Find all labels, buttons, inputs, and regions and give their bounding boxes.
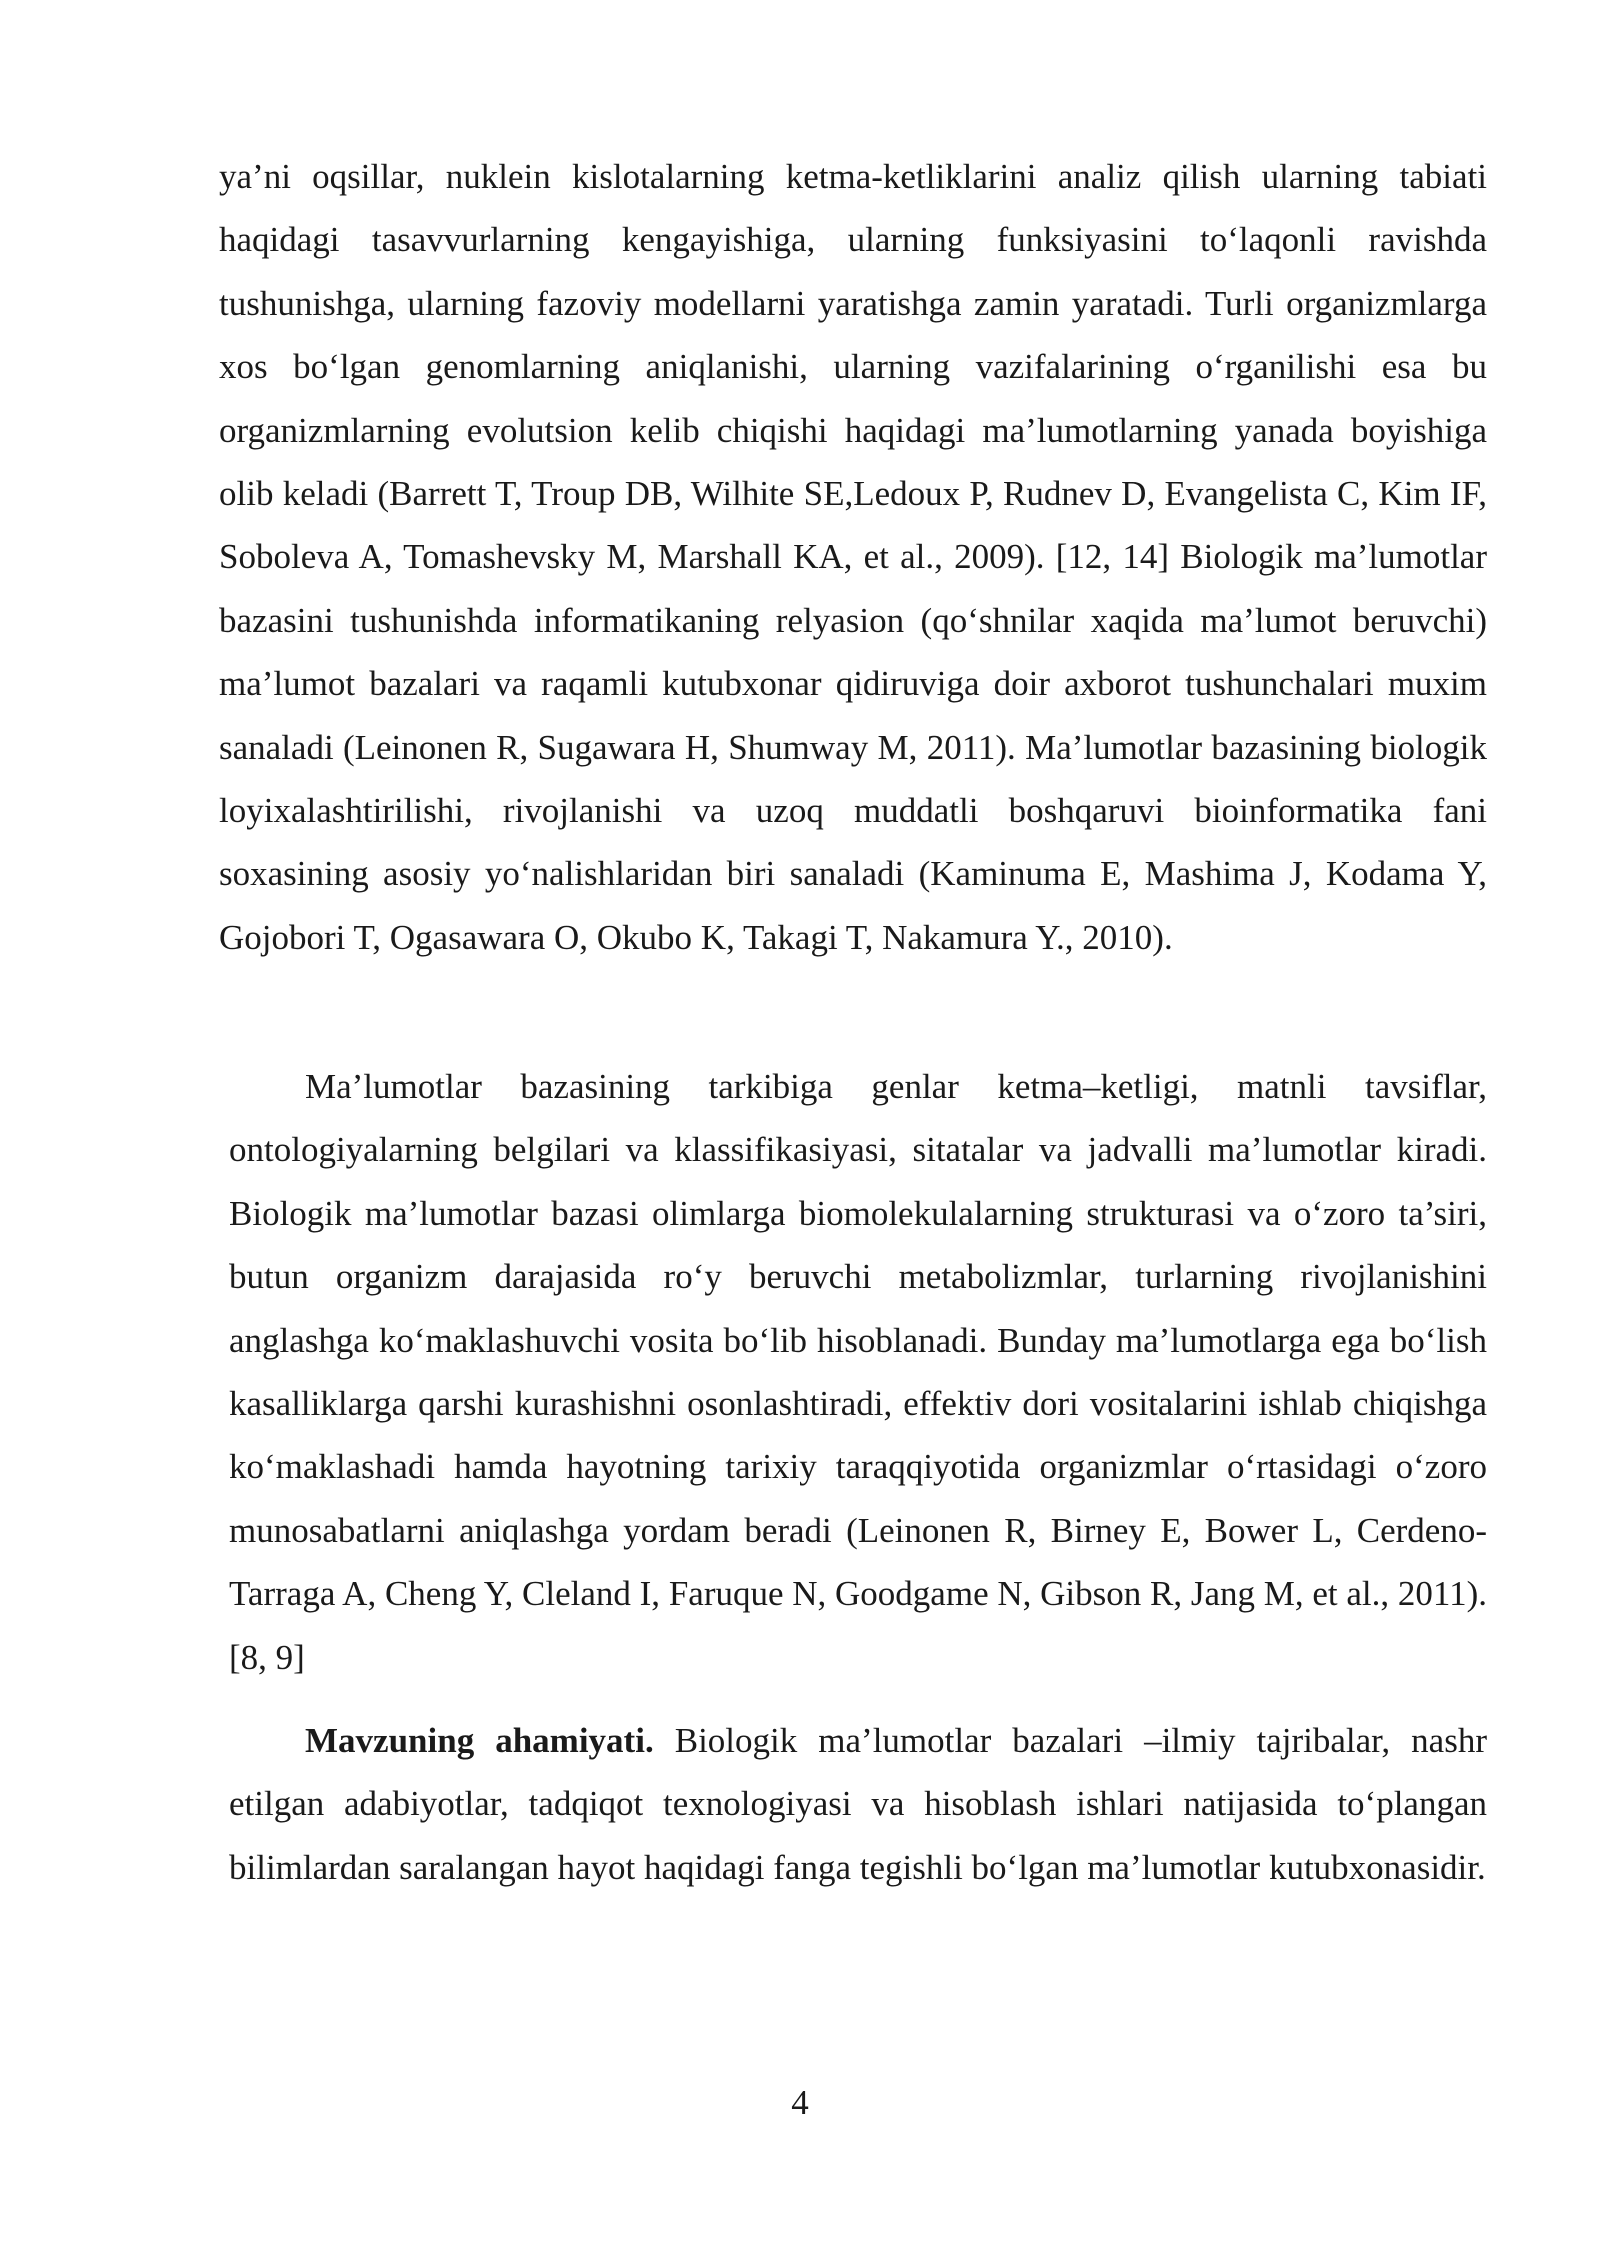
paragraph-3 [229,1709,1487,1899]
section-heading-significance: Mavzuning ahamiyati. [305,1721,654,1760]
paragraph-2: Ma’lumotlar bazasining tarkibiga genlar ketma–ketligi, matnli tavsiflar, ontologiyalarning belgilari va klassifikasiyasi, sitatalar va jadvalli ma’lumotlar kiradi. Biologik ma’lumotlar bazasi olimlarga biomolekulalarning strukturasi va o‘zoro ta’siri, butun organizm darajasida ro‘y beruvchi metabolizmlar, turlarning rivojlanishini anglashga ko‘maklashuvchi vosita bo‘lib hisoblanadi. Bunday ma’lumotlarga ega bo‘lish kasalliklarga qarshi kurashishni osonlashtiradi, effektiv dori vositalarini ishlab chiqishga ko‘maklashadi hamda hayotning tarixiy taraqqiyotida organizmlar o‘rtasidagi o‘zoro munosabatlarni aniqlashga yordam beradi (Leinonen R, Birney E, Bower L, Cerdeno-Tarraga A, Cheng Y, Cleland I, Faruque N, Goodgame N, Gibson R, Jang M, et al., 2011). [8, 9] [229,1067,1487,1677]
paragraph-1: ya’ni oqsillar, nuklein kislotalarning ketma-ketliklarini analiz qilish ularning tabiati haqidagi tasavvurlarning kengayishiga, ularning funksiyasini to‘laqonli ravishda tushunishga, ularning fazoviy modellarni yaratishga zamin yaratadi. Turli organizmlarga xos bo‘lgan genomlarning aniqlanishi, ularning vazifalarining o‘rganilishi esa bu organizmlarning evolutsion kelib chiqishi haqidagi ma’lumotlarning yanada boyishiga olib keladi (Barrett T, Troup DB, Wilhite SE,Ledoux P, Rudnev D, Evangelista C, Kim IF, Soboleva A, Tomashevsky M, Marshall KA, et al., 2009). [12, 14] Biologik ma’lumotlar bazasini tushunishda informatikaning relyasion (qo‘shnilar xaqida ma’lumot beruvchi) ma’lumot bazalari va raqamli kutubxonar qidiruviga doir axborot tushunchalari muxim sanaladi (Leinonen R, Sugawara H, Shumway M, 2011). Ma’lumotlar bazasining biologik loyixalashtirilishi, rivojlanishi va uzoq muddatli boshqaruvi bioinformatika fani soxasining asosiy yo‘nalishlaridan biri sanaladi (Kaminuma E, Mashima J, Kodama Y, Gojobori T, Ogasawara O, Okubo K, Takagi T, Nakamura Y., 2010). [219,157,1487,957]
page-number: 4 [791,2083,809,2122]
paragraph-3-body: Biologik ma’lumotlar bazalari –ilmiy tajribalar, nashr etilgan adabiyotlar, tadqiqot texnologiyasi va hisoblash ishlari natijasida to‘plangan bilimlardan saralangan hayot haqidagi fanga tegishli bo‘lgan ma’lumotlar kutubxonasidir. [229,1721,1487,1887]
